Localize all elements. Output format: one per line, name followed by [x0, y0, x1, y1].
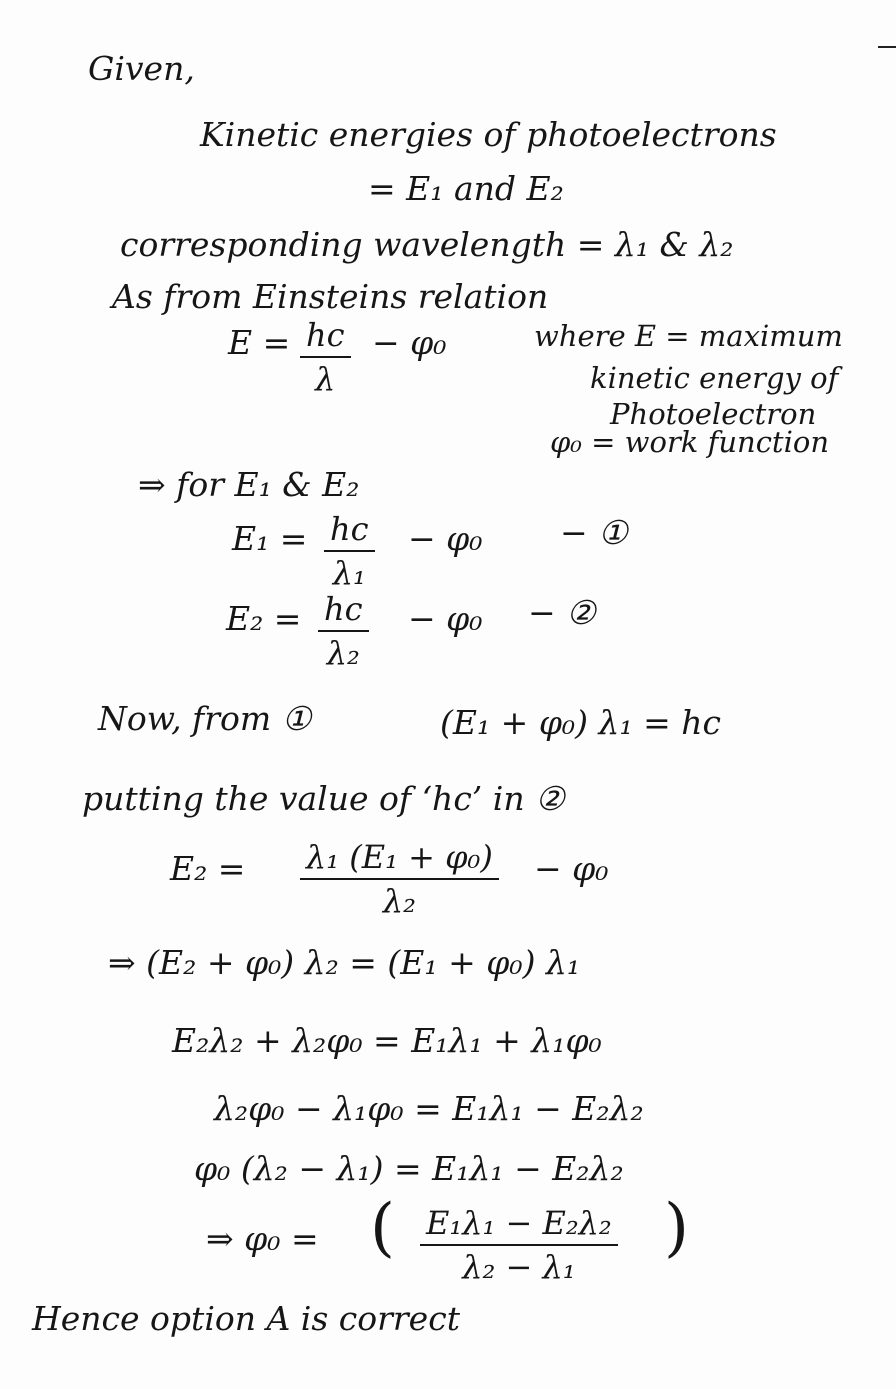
eq1-lhs: E₁ =	[232, 519, 308, 558]
einstein-relation-line: As from Einsteins relation	[112, 277, 549, 316]
now-equation: (E₁ + φ₀) λ₁ = hc	[440, 703, 722, 742]
eq4-line: ⇒ (E₂ + φ₀) λ₂ = (E₁ + φ₀) λ₁	[108, 943, 581, 982]
main-eq-lhs: E =	[228, 323, 291, 362]
now-from-line: Now, from ①	[98, 699, 312, 738]
main-eq-rhs: − φ₀	[372, 323, 447, 362]
eq8-lhs: ⇒ φ₀ =	[206, 1219, 319, 1258]
conclusion-line: Hence option A is correct	[32, 1299, 460, 1338]
eq1-fraction	[324, 510, 375, 592]
given-heading: Given,	[88, 49, 195, 88]
where-line-2: kinetic energy of	[590, 361, 839, 395]
eq1-denominator: λ₁	[332, 554, 366, 592]
eq3-rhs: − φ₀	[534, 849, 609, 888]
eq3-denominator: λ₂	[382, 882, 416, 920]
eq2-fraction	[318, 590, 369, 672]
where-line-4: φ₀ = work function	[550, 425, 829, 459]
eq3-numerator: λ₁ (E₁ + φ₀)	[300, 838, 499, 880]
eq8-numerator: E₁λ₁ − E₂λ₂	[420, 1204, 618, 1246]
where-line-3: Photoelectron	[610, 397, 817, 431]
kinetic-energy-values: = E₁ and E₂	[368, 169, 564, 208]
eq3-lhs: E₂ =	[170, 849, 246, 888]
eq3-fraction	[300, 838, 499, 920]
eq8-denominator: λ₂ − λ₁	[462, 1248, 576, 1286]
eq1-rhs: − φ₀	[408, 519, 483, 558]
eq1-numerator: hc	[324, 510, 375, 552]
where-line-1: where E = maximum	[534, 319, 843, 353]
eq2-tag: − ②	[528, 593, 596, 632]
eq2-rhs: − φ₀	[408, 599, 483, 638]
eq5-line: E₂λ₂ + λ₂φ₀ = E₁λ₁ + λ₁φ₀	[172, 1021, 602, 1060]
main-eq-numerator: hc	[300, 316, 351, 358]
for-e1-e2-line: ⇒ for E₁ & E₂	[138, 465, 360, 504]
eq2-numerator: hc	[318, 590, 369, 632]
eq8-right-paren: )	[664, 1191, 689, 1265]
main-eq-fraction	[300, 316, 351, 398]
eq6-line: λ₂φ₀ − λ₁φ₀ = E₁λ₁ − E₂λ₂	[214, 1089, 644, 1128]
kinetic-energy-label: Kinetic energies of photoelectrons	[200, 115, 777, 154]
eq2-denominator: λ₂	[326, 634, 360, 672]
wavelength-line: corresponding wavelength = λ₁ & λ₂	[120, 225, 734, 264]
eq8-left-paren: (	[370, 1191, 395, 1265]
eq7-line: φ₀ (λ₂ − λ₁) = E₁λ₁ − E₂λ₂	[194, 1149, 624, 1188]
eq8-fraction	[420, 1204, 618, 1286]
edge-mark	[878, 46, 896, 48]
main-eq-denominator: λ	[315, 360, 336, 398]
eq2-lhs: E₂ =	[226, 599, 302, 638]
eq1-tag: − ①	[560, 513, 628, 552]
putting-line: putting the value of ‘hc’ in ②	[82, 779, 565, 818]
